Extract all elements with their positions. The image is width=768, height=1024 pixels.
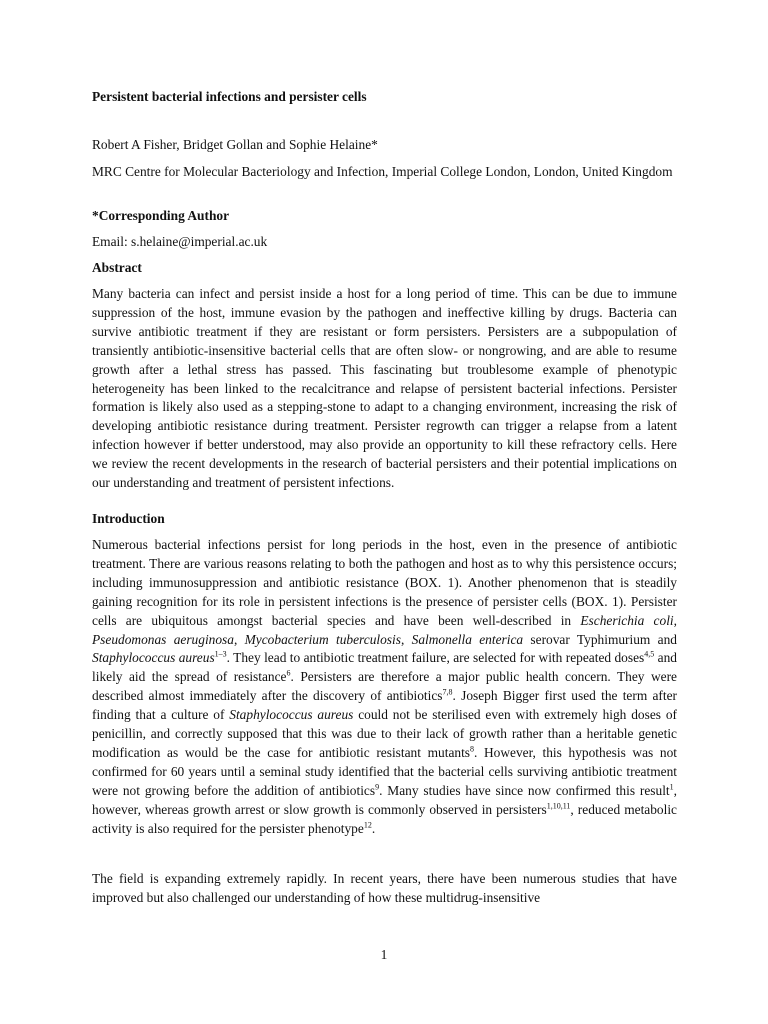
citation: 12 [363, 820, 372, 830]
species-name: Staphylococcus aureus [92, 650, 215, 666]
species-name: Mycobacterium tuberculosis [244, 631, 401, 647]
page-number: 1 [380, 947, 388, 962]
citation: 8 [470, 744, 475, 754]
species-name: Salmonella enterica [411, 631, 524, 647]
species-name: Escherichia coli [580, 612, 674, 628]
citation: 6 [286, 668, 291, 678]
citation: 7,8 [442, 687, 453, 697]
author-list: Robert A Fisher, Bridget Gollan and Sophie Helaine* [92, 137, 378, 152]
paper-title: Persistent bacterial infections and persister cells [92, 89, 367, 104]
contact-email: Email: s.helaine@imperial.ac.uk [92, 234, 268, 249]
introduction-heading: Introduction [92, 511, 165, 526]
citation: 9 [375, 782, 380, 792]
citation: 1,10,11 [546, 801, 571, 811]
body-paragraph: The field is expanding extremely rapidly. In recent years, there have been numerous studies that have improved but also challenged our understanding of how these multidrug-insensitive [92, 871, 677, 905]
introduction-paragraph: Numerous bacterial infections persist for long periods in the host, even in the presence of antibiotic treatment. There are various reasons relating to both the pathogen and host as to why this persistence occurs; including immunosuppression and antibiotic resistance (BOX. 1). Another phenomenon that is steadily gaining recognition for its role in persistent infections is the presence of persister cells (BOX. 1). Persister cells are ubiquitous amongst bacterial species and have been well-described in Escherichia coli, Pseudomonas aeruginosa, Mycobacterium tuberculosis, Salmonella enterica serovar Typhimurium and Staphylococcus aureus$^{1-3}$. They lead to antibiotic treatment failure, are selected for with repeated doses$^{4,5}$ and likely aid the spread of resistance$^6$. Persisters are therefore a major public health concern. They were described almost immediately after the discovery of antibiotics$^{7,8}$. Joseph Bigger first used the term after finding that a culture of Staphylococcus aureus could not be sterilised even with extremely high doses of penicillin, and correctly supposed that this was due to their lack of growth rather than a heritable genetic modification as would be the case for antibiotic resistant mutants$^8$. However, this hypothesis was not confirmed for 60 years until a seminal study identified that the bacterial cells surviving antibiotic treatment were not growing before the addition of antibiotics$^9$. Many studies have since now confirmed this result$^1$, however, whereas growth arrest or slow growth is commonly observed in persisters$^{1,10,11}$, reduced metabolic activity is also required for the persister phenotype$^{12}$. [92, 537, 678, 836]
abstract-heading: Abstract [92, 260, 142, 275]
species-name: Staphylococcus aureus [229, 707, 354, 723]
species-name: Pseudomonas aeruginosa [92, 631, 234, 647]
citation: 4,5 [644, 649, 655, 659]
affiliation: MRC Centre for Molecular Bacteriology and Infection, Imperial College London, London, United Kingdom [92, 164, 673, 179]
citation: 1 [669, 782, 674, 792]
abstract-text: Many bacteria can infect and persist inside a host for a long period of time. This can be due to immune suppression of the host, immune evasion by the pathogen and ineffective killing by drugs. Bacteria can survive antibiotic treatment if they are resistant or form persisters. Persisters are a subpopulation of transiently antibiotic-insensitive bacterial cells that are often slow- or nongrowing, and are able to resume growth after a lethal stress has passed. This fascinating but troublesome example of phenotypic heterogeneity has been linked to the recalcitrance and relapse of persistent bacterial infections. Persister formation is likely also used as a stepping-stone to adapt to a changing environment, increasing the risk of developing antibiotic resistance during treatment. Persister regrowth can trigger a relapse from a latent infection however if better understood, may also provide an opportunity to kill these refractory cells. Here we review the recent developments in the research of bacterial persisters and their potential implications on our understanding and treatment of persistent infections. [92, 286, 677, 491]
citation: 1–3 [214, 649, 227, 659]
corresponding-author-label: *Corresponding Author [92, 208, 230, 223]
